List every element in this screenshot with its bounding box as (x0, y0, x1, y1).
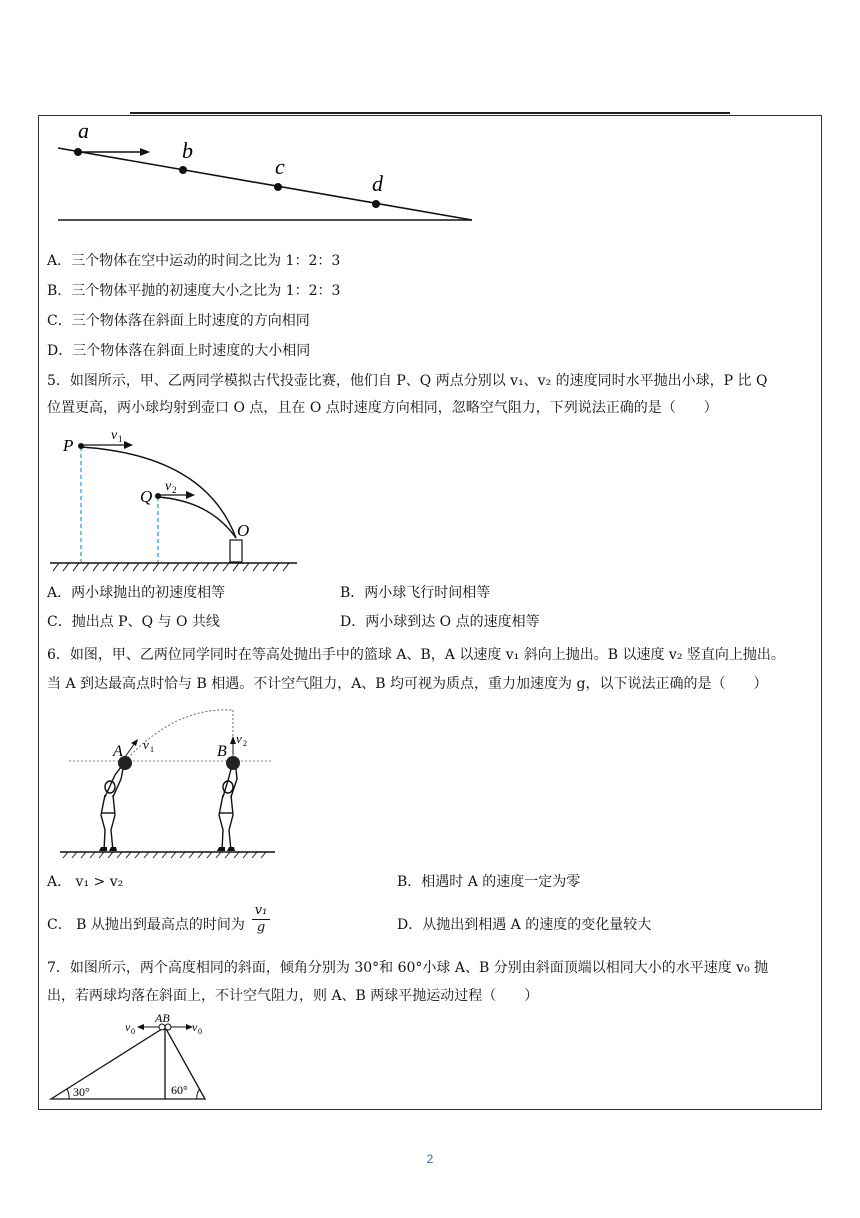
q5-label-v2: v (165, 479, 172, 494)
q6-option-c-denominator: g (256, 920, 266, 935)
q5-option-b: B．两小球飞行时间相等 (340, 585, 491, 601)
q7-figure (45, 1013, 215, 1103)
q4-option-c: C．三个物体落在斜面上时速度的方向相同 (47, 313, 310, 329)
q5-option-d: D．两小球到达 O 点的速度相等 (340, 614, 540, 630)
header-rule (130, 112, 730, 114)
q7-label-v0-right: v (192, 1020, 198, 1034)
q7-label-ab: AB (155, 1011, 170, 1025)
q7-stem-line2: 出，若两球均落在斜面上，不计空气阻力，则 A、B 两球平抛运动过程（ ） (47, 988, 539, 1004)
q7-label-30: 30° (73, 1085, 90, 1099)
q5-option-c: C．抛出点 P、Q 与 O 共线 (47, 614, 220, 630)
q7-label-v0-left: v (125, 1020, 131, 1034)
q6-label-v1: v (143, 737, 149, 752)
q4-label-b: b (182, 138, 193, 163)
q6-label-v2-sub: 2 (243, 739, 247, 748)
q6-option-b: B．相遇时 A 的速度一定为零 (397, 874, 581, 890)
q6-figure (55, 705, 285, 865)
q4-option-b: B．三个物体平抛的初速度大小之比为 1：2：3 (47, 283, 341, 299)
q5-label-v1: v (111, 428, 118, 443)
q5-label-v2-sub: 2 (172, 485, 177, 495)
q6-stem-line2: 当 A 到达最高点时恰与 B 相遇。不计空气阻力，A、B 均可视为质点，重力加速度为 g，以下说法正确的是（ ） (47, 676, 768, 692)
q6-option-a: A． v₁ > v₂ (47, 874, 124, 890)
q7-stem-line1: 7．如图所示，两个高度相同的斜面，倾角分别为 30°和 60°小球 A、B 分别由斜面顶端以相同大小的水平速度 v₀ 抛 (47, 960, 769, 976)
q5-stem-line1: 5．如图所示，甲、乙两同学模拟古代投壶比赛，他们自 P、Q 两点分别以 v₁、v₂ 的速度同时水平抛出小球，P 比 Q (47, 373, 768, 389)
q6-label-v2: v (236, 731, 242, 746)
q4-label-a: a (78, 118, 89, 143)
q4-figure (50, 118, 480, 228)
q7-label-v0-right-sub: 0 (198, 1027, 202, 1036)
q6-option-d: D．从抛出到相遇 A 的速度的变化量较大 (397, 917, 652, 933)
q6-label-a: A (113, 743, 123, 760)
q5-label-p: P (63, 436, 74, 455)
q7-label-v0-left-sub: 0 (131, 1027, 135, 1036)
q5-label-o: O (237, 521, 250, 540)
q4-option-a: A．三个物体在空中运动的时间之比为 1：2：3 (47, 253, 341, 269)
q6-label-v1-sub: 1 (150, 745, 154, 754)
q5-figure (45, 425, 305, 575)
q5-label-q: Q (140, 487, 153, 506)
q6-label-b: B (217, 743, 227, 760)
q4-label-c: c (275, 154, 285, 179)
q6-option-c-numerator: v₁ (254, 903, 268, 918)
q4-option-d: D．三个物体落在斜面上时速度的大小相同 (47, 343, 311, 359)
q6-option-c: C． B 从抛出到最高点的时间为 (47, 917, 245, 933)
q4-label-d: d (372, 171, 383, 196)
q5-stem-line2: 位置更高，两小球均射到壶口 O 点，且在 O 点时速度方向相同，忽略空气阻力，下列说法正确的是（ ） (47, 400, 718, 416)
q7-label-60: 60° (171, 1083, 188, 1097)
page-number: 2 (426, 1152, 434, 1166)
q5-option-a: A．两小球抛出的初速度相等 (47, 585, 226, 601)
q6-option-c-fraction (252, 904, 270, 935)
q5-label-v1-sub: 1 (118, 434, 123, 444)
q6-stem-line1: 6．如图，甲、乙两位同学同时在等高处抛出手中的篮球 A、B，A 以速度 v₁ 斜向上抛出。B 以速度 v₂ 竖直向上抛出。 (47, 647, 785, 663)
